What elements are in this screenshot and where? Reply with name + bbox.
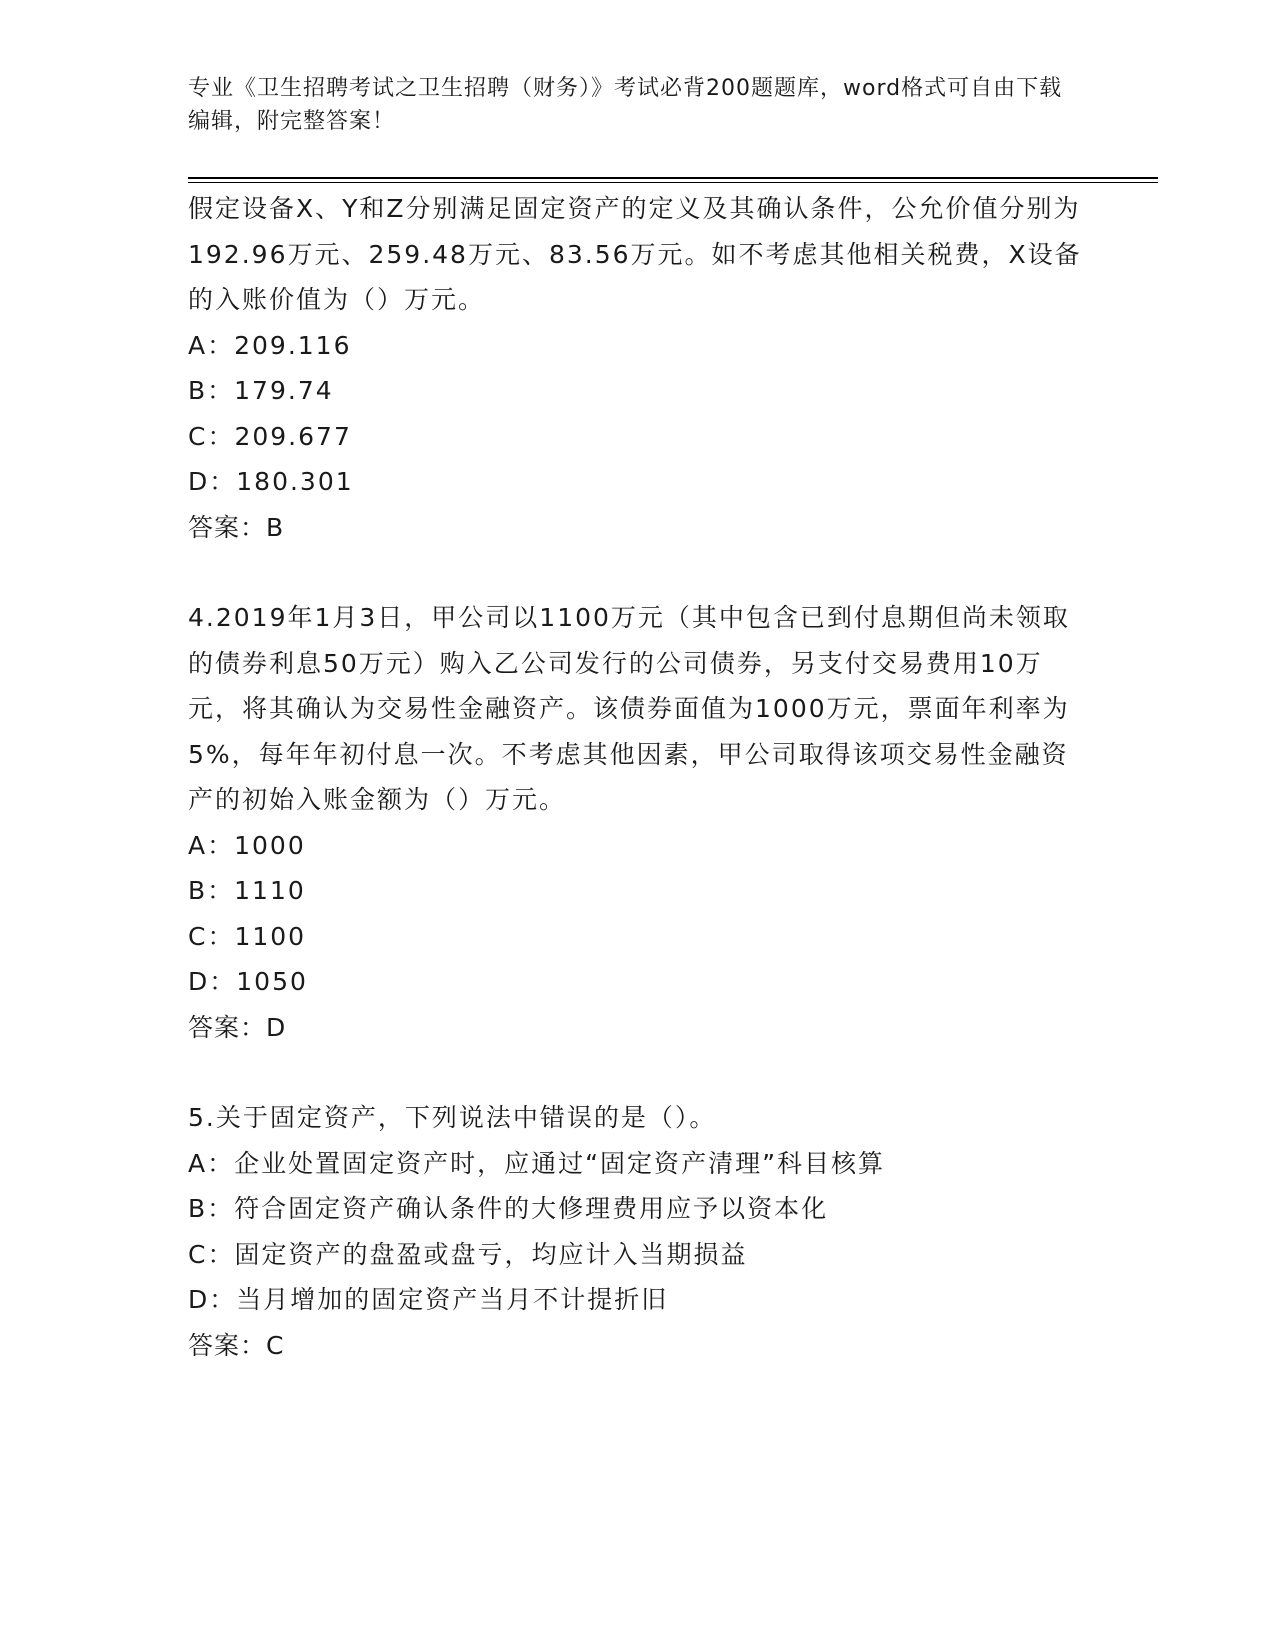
option-c: [188, 414, 1088, 460]
option-text: 企业处置固定资产时，应通过“固定资产清理”科目核算: [234, 1148, 886, 1178]
option-b: [188, 868, 1088, 914]
option-text: 符合固定资产确认条件的大修理费用应予以资本化: [234, 1194, 829, 1223]
option-c: [188, 1232, 1088, 1278]
question-spacer: [188, 550, 1088, 595]
question-item: [188, 186, 1088, 550]
option-a: [188, 823, 1088, 869]
question-text: 4.2019年1月3日，甲公司以1100万元（其中包含已到付息期但尚未领取的债券利息50万元）购入乙公司发行的公司债券，另支付交易费用10万元，将其确认为交易性金融资产。该债券面值为1000万元，票面年利率为5%，每年年初付息一次。不考虑其他因素，甲公司取得该项交易性金融资产的初始入账金额为（）万元。: [188, 603, 1070, 814]
option-text: 当月增加的固定资产当月不计提折旧: [236, 1285, 669, 1314]
answer-line: 答案：B: [188, 512, 285, 542]
option-letter: C：: [188, 421, 235, 451]
option-d: [188, 459, 1088, 505]
option-letter: B：: [188, 876, 235, 905]
option-text: 固定资产的盘盈或盘亏，均应计入当期损益: [234, 1239, 748, 1269]
option-d: [188, 1277, 1088, 1323]
option-letter: A：: [188, 830, 235, 860]
header-divider-thick: [188, 177, 1158, 179]
option-text: 209.116: [234, 330, 352, 360]
question-text: 假定设备X、Y和Z分别满足固定资产的定义及其确认条件，公允价值分别为192.96万元、259.48万元、83.56万元。如不考虑其他相关税费，X设备的入账价值为（）万元。: [188, 194, 1082, 314]
option-b: [188, 368, 1088, 414]
option-c: [188, 914, 1088, 960]
question-list: [188, 186, 1088, 1368]
option-letter: B：: [188, 376, 235, 405]
question-spacer: [188, 1050, 1088, 1095]
option-letter: D：: [188, 967, 237, 996]
document-header: 专业《卫生招聘考试之卫生招聘（财务）》考试必背200题题库，word格式可自由下载编辑，附完整答案！: [188, 76, 1063, 134]
answer-line: 答案：C: [188, 1330, 285, 1360]
option-text: 1000: [234, 830, 306, 860]
option-letter: C：: [188, 1239, 235, 1269]
option-letter: C：: [188, 921, 235, 951]
question-text: 5.关于固定资产，下列说法中错误的是（）。: [188, 1103, 717, 1132]
option-letter: A：: [188, 330, 235, 360]
question-item: [188, 595, 1088, 1050]
option-d: [188, 959, 1088, 1005]
option-text: 179.74: [234, 376, 334, 405]
option-text: 1110: [234, 876, 306, 905]
option-text: 180.301: [236, 467, 354, 496]
option-text: 209.677: [234, 421, 352, 451]
question-item: [188, 1095, 1088, 1368]
option-letter: B：: [188, 1194, 235, 1223]
option-letter: A：: [188, 1148, 235, 1178]
option-b: [188, 1186, 1088, 1232]
option-text: 1050: [236, 967, 308, 996]
header-divider-thin: [188, 182, 1158, 183]
option-a: [188, 323, 1088, 369]
option-letter: D：: [188, 1285, 237, 1314]
option-letter: D：: [188, 467, 237, 496]
option-text: 1100: [234, 921, 307, 951]
answer-line: 答案：D: [188, 1012, 287, 1042]
option-a: [188, 1141, 1088, 1187]
